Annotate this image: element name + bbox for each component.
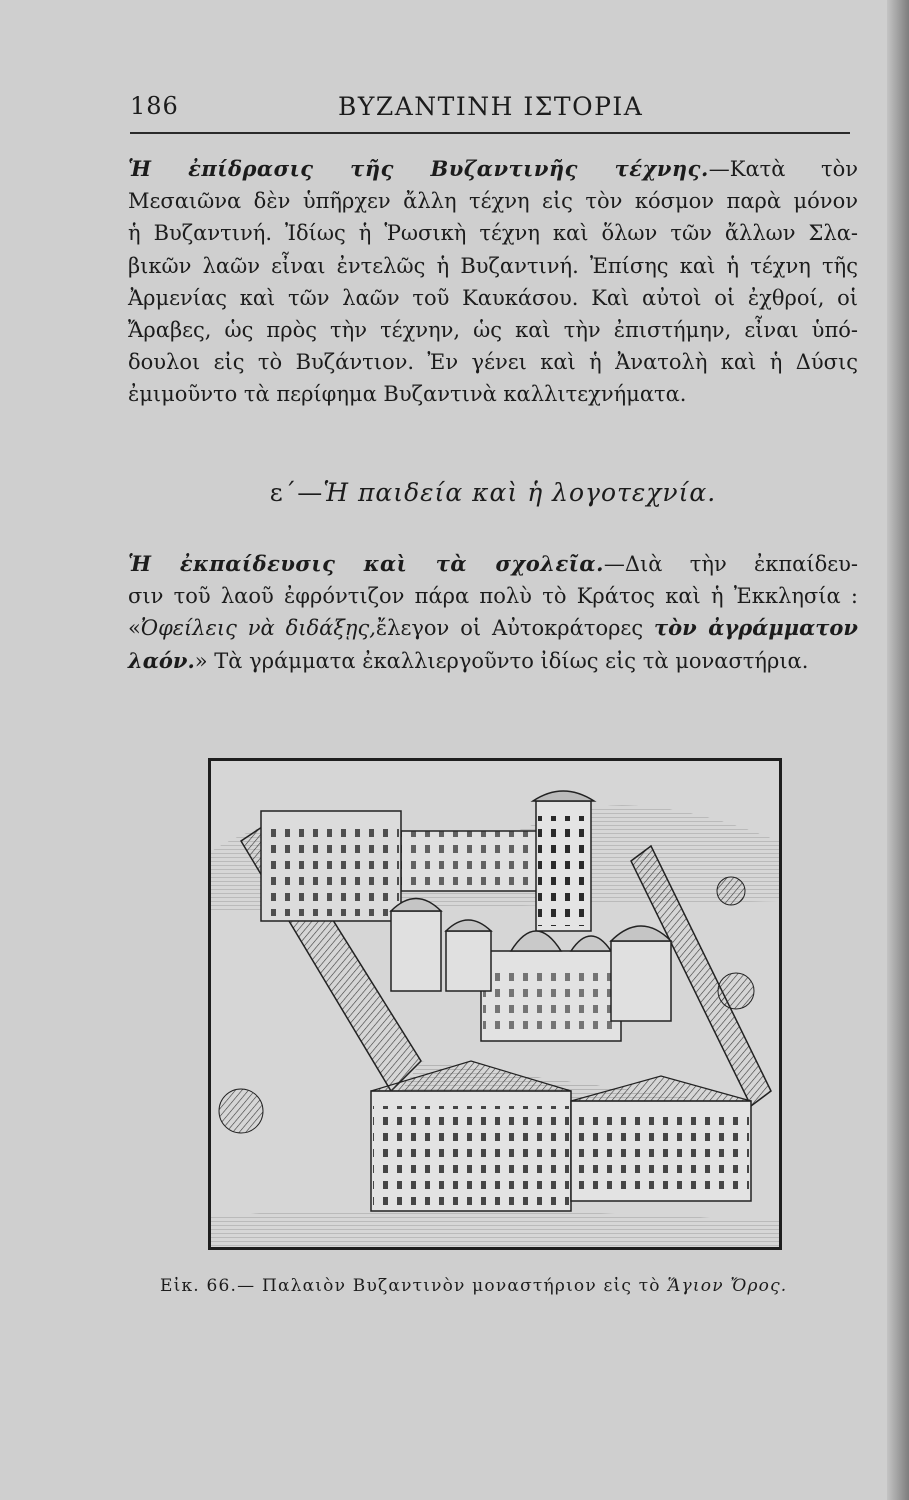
page-binding-shadow <box>887 0 909 1500</box>
caption-place: Ἅγιον Ὄρος. <box>667 1276 788 1296</box>
paragraph-text: » Τὰ γράμματα ἐκαλλιεργοῦντο ἰδίως εἰς τὰ μοναστήρια. <box>194 648 809 673</box>
page-header <box>130 92 850 134</box>
section-heading-title: Ἡ παιδεία καὶ ἡ λογοτεχνία. <box>323 478 717 507</box>
figure-caption <box>160 1276 860 1296</box>
paragraph-line: ἐμιμοῦντο τὰ περίφημα Βυζαντινὰ καλλιτεχνήματα. <box>128 382 687 407</box>
quote-italic: Ὀφείλεις νὰ διδάξῃς, <box>140 616 376 641</box>
section-education <box>128 548 858 677</box>
caption-text: Εἰκ. 66.— Παλαιὸν Βυζαντινὸν μοναστήριον εἰς τὸ <box>160 1276 668 1296</box>
page-number: 186 <box>130 92 179 120</box>
paragraph-line: βικῶν λαῶν εἶναι ἐντελῶς ἡ Βυζαντινή. Ἐπίσης καὶ ἡ τέχνη τῆς <box>128 253 858 278</box>
monastery-engraving <box>211 761 779 1247</box>
paragraph-line: Μεσαιῶνα δὲν ὑπῆρχεν ἄλλη τέχνη εἰς τὸν κόσμον παρὰ μόνον <box>128 189 858 214</box>
paragraph-line: Ἀρμενίας καὶ τῶν λαῶν τοῦ Καυκάσου. Καὶ αὐτοὶ οἱ ἐχθροί, οἱ <box>128 285 858 310</box>
paragraph-text: ἔλεγον οἱ Αὐτοκράτορες <box>375 616 654 641</box>
paragraph-line: —Διὰ τὴν ἐκπαίδευ- <box>603 552 858 576</box>
section-lead-art-influence: Ἡ ἐπίδρασις τῆς Βυζαντινῆς τέχνης. <box>128 156 709 181</box>
quote-bold: τὸν ἀγράμματον <box>653 615 858 641</box>
section-lead-education: Ἡ ἐκπαίδευσις καὶ τὰ σχολεῖα. <box>128 551 604 576</box>
running-title: ΒΥΖΑΝΤΙΝΗ ΙΣΤΟΡΙΑ <box>338 92 644 121</box>
paragraph-line: Ἄραβες, ὡς πρὸς τὴν τέχνην, ὡς καὶ τὴν ἐπιστήμην, εἶναι ὑπό- <box>128 318 858 343</box>
quote-bold-end: λαόν. <box>128 647 195 673</box>
paragraph-line: δουλοι εἰς τὸ Βυζάντιον. Ἐν γένει καὶ ἡ Ἀνατολὴ καὶ ἡ Δύσις <box>128 350 858 375</box>
paragraph-line: σιν τοῦ λαοῦ ἐφρόντιζον πάρα πολὺ τὸ Κράτος καὶ ἡ Ἐκκλησία : <box>128 584 858 609</box>
section-heading <box>128 478 858 507</box>
quote-mark: « <box>128 616 141 641</box>
monastery-illustration <box>208 758 782 1250</box>
section-art-influence <box>128 153 858 411</box>
paragraph-line: —Κατὰ τὸν <box>708 157 858 181</box>
section-heading-number: ε΄— <box>269 478 324 507</box>
paragraph-line: ἡ Βυζαντινή. Ἰδίως ἡ Ῥωσικὴ τέχνη καὶ ὅλων τῶν ἄλλων Σλα- <box>128 221 858 246</box>
